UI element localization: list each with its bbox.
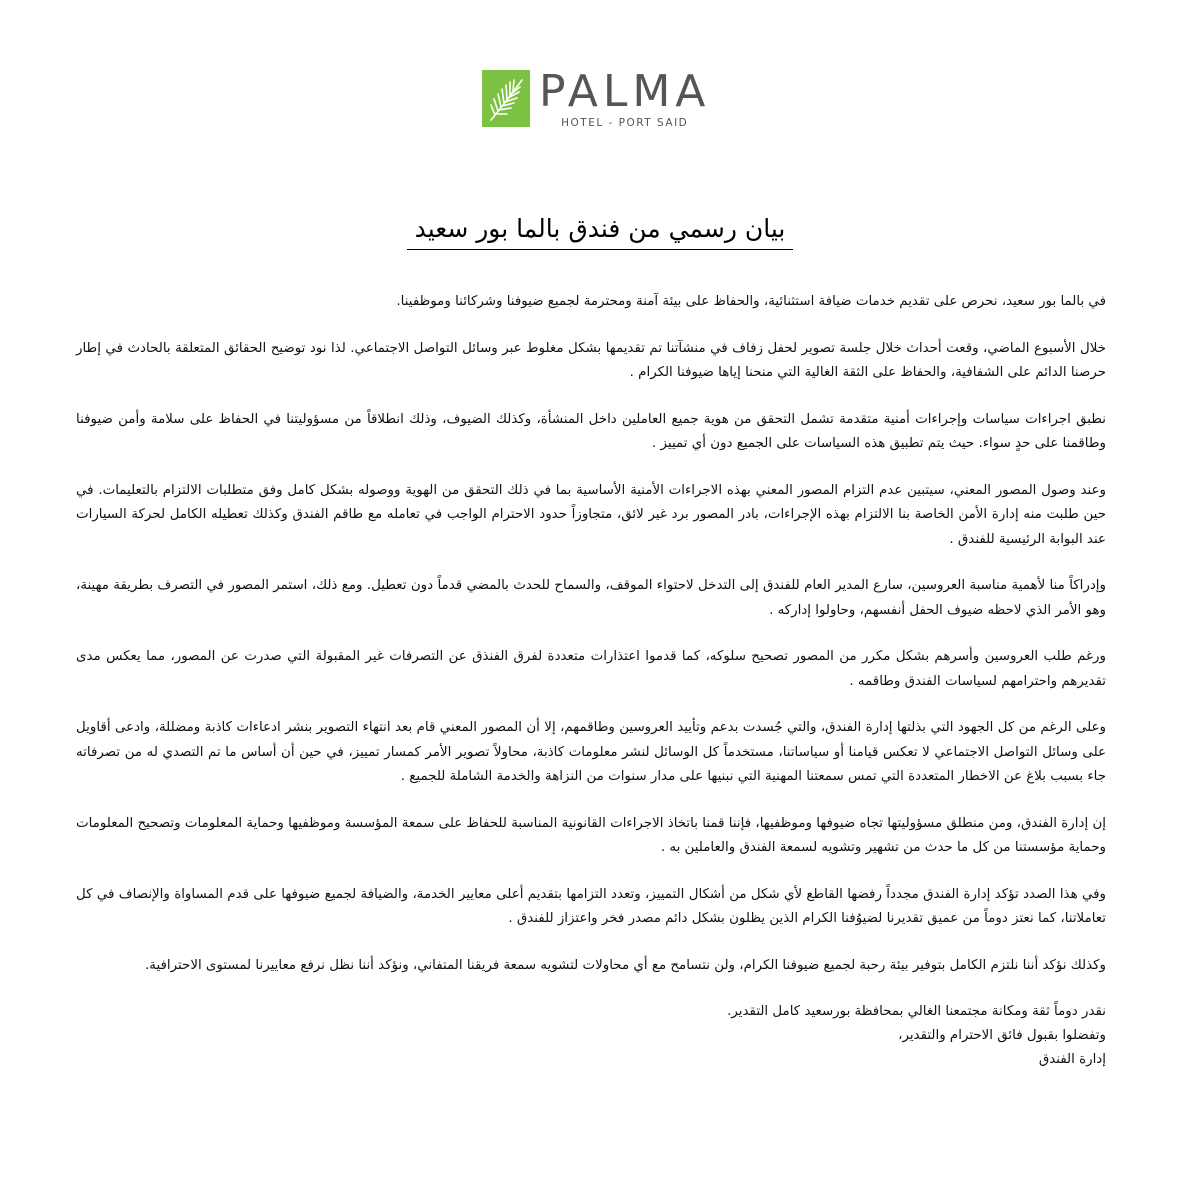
paragraph-3: نطبق اجراءات سياسات وإجراءات أمنية متقدمة تشمل التحقق من هوية جميع العاملين داخل المنشأة، وكذلك الضيوف، وذلك انطلاقاً من مسؤوليتنا في الحفاظ على سلامة وأمن ضيوفنا وطاقمنا على حدٍ سواء. حيث يتم تطبيق هذه السياسات على الجميع دون أي تمييز .	[76, 411, 1106, 451]
palm-leaf-icon	[482, 70, 530, 127]
paragraph-6: ورغم طلب العروسين وأسرهم بشكل مكرر من المصور تصحيح سلوكه، كما قدموا اعتذارات متعددة لفرق الفنذق عن التصرفات غير المقبولة التي صدرت عن المصور، مما يعكس مدى تقديرهم واحترامهم لسياسات الفندق وطاقمه .	[76, 649, 1106, 689]
closing-line-2: وتفضلوا بقبول فائق الاحترام والتقدير،	[898, 1028, 1106, 1043]
closing-block	[76, 1000, 1106, 1072]
paragraph-1: في بالما بور سعيد، نحرص على تقديم خدمات ضيافة استثنائية، والحفاظ على بيئة آمنة ومحترمة لجميع ضيوفنا وشركائنا وموظفينا.	[396, 294, 1106, 309]
signature-line: إدارة الفندق	[1038, 1052, 1106, 1067]
paragraph-5: وإدراكاً منا لأهمية مناسبة العروسين، سارع المدير العام للفندق إلى التدخل لاحتواء الموقف، والسماح للحدث بالمضي قدماً دون تعطيل. ومع ذلك، استمر المصور في التصرف بطريقة مهينة، وهو الأمر الذي لاحظه ضيوف الحفل أنفسهم، وحاولوا إدارکه .	[76, 578, 1106, 618]
paragraph-8: إن إدارة الفندق، ومن منطلق مسؤوليتها تجاه ضيوفها وموظفيها، فإننا قمنا باتخاذ الاجراءات القانونية المناسبة للحفاظ على سمعة المؤسسة وموظفيها وحماية المعلومات وتصحيح المعلومات وحماية مؤسستنا من كل ما حدث من تشهير وتشويه لسمعة الفندق والعاملين به .	[76, 815, 1106, 855]
paragraph-4: وعند وصول المصور المعني، سيتبين عدم التزام المصور المعني بهذه الاجراءات الأمنية الأساسية بما في ذلك التحقق من الهوية ووصوله بشكل كامل وفق متطلبات الالتزام بالتعليمات. في حين طلبت منه إدارة الأمن الخاصة بنا الالتزام بهذه الإجراءات، بادر المصور برد غير لائق، متجاوزاً حدود الاحترام الواجب في تعامله مع طاقم الفندق وكذلك تعطيله الكامل لحركة السيارات عند البوابة الرئيسية للفندق .	[76, 482, 1106, 547]
hotel-logo	[482, 66, 711, 129]
paragraph-7: وعلى الرغم من كل الجهود التي بذلتها إدارة الفندق، والتي جُسدت بدعم وتأييد العروسين وطاقمهم، إلا أن المصور المعني قام بعد انتهاء التصوير بنشر ادعاءات كاذبة ومضللة، وادعى أقاويل على وسائل التواصل الاجتماعي لا تعكس قيامنا أو سياساتنا، مستخدماً كل الوسائل لنشر معلومات كاذبة، محاولاً تصوير الأمر كمسار تمييز، في حين أن أساس ما تم التصدي له من تصرفاته جاء بسبب بلاغ عن الاخطار المتعددة التي تمس سمعتنا المهنية التي نبنيها على مدار سنوات من النزاهة والخدمة الشاملة للجميع .	[76, 720, 1106, 784]
paragraph-10: وكذلك نؤكد أننا نلتزم الكامل بتوفير بيئة رحبة لجميع ضيوفنا الكرام، ولن نتسامح مع أي محاولات لتشويه سمعة فريقنا المتفاني، ونؤكد أننا نظل نرفع معاييرنا لمستوى الاحترافية.	[145, 957, 1106, 973]
title-container	[0, 196, 1200, 267]
brand-subtitle: HOTEL - PORT SAID	[561, 117, 689, 129]
paragraph-9: وفي هذا الصدد تؤكد إدارة الفندق مجدداً رفضها القاطع لأي شكل من أشكال التمييز، وتعدد التزامها بتقديم أعلى معايير الخدمة، والضيافة لجميع ضيوفها على قدم المساواة والإنصاف في كل تعاملاتنا، كما نعتز دوماً من عميق تقديرنا لضيوُفنا الكرام الذين يظلون بشكل دائم مصدر فخر واعتزاز للفندق .	[76, 886, 1106, 926]
brand-name: PALMA	[539, 66, 711, 117]
logo-text	[539, 66, 711, 129]
closing-line-1: نقدر دوماً ثقة ومكانة مجتمعنا الغالي بمحافظة بورسعيد كامل التقدير.	[727, 1004, 1106, 1019]
paragraph-2: خلال الأسبوع الماضي، وقعت أحداث خلال جلسة تصوير لحفل زفاف في منشآتنا تم تقديمها بشكل مغلوط عبر وسائل التواصل الاجتماعي. لذا نود توضيح الحقائق المتعلقة بالحادث في إطار حرصنا الدائم على الشفافية، والحفاظ على الثقة الغالية التي منحنا إياها ضيوفنا الكرام .	[76, 340, 1106, 380]
document-title: بيان رسمي من فندق بالما بور سعيد	[407, 213, 794, 250]
document-body	[76, 290, 1106, 1072]
